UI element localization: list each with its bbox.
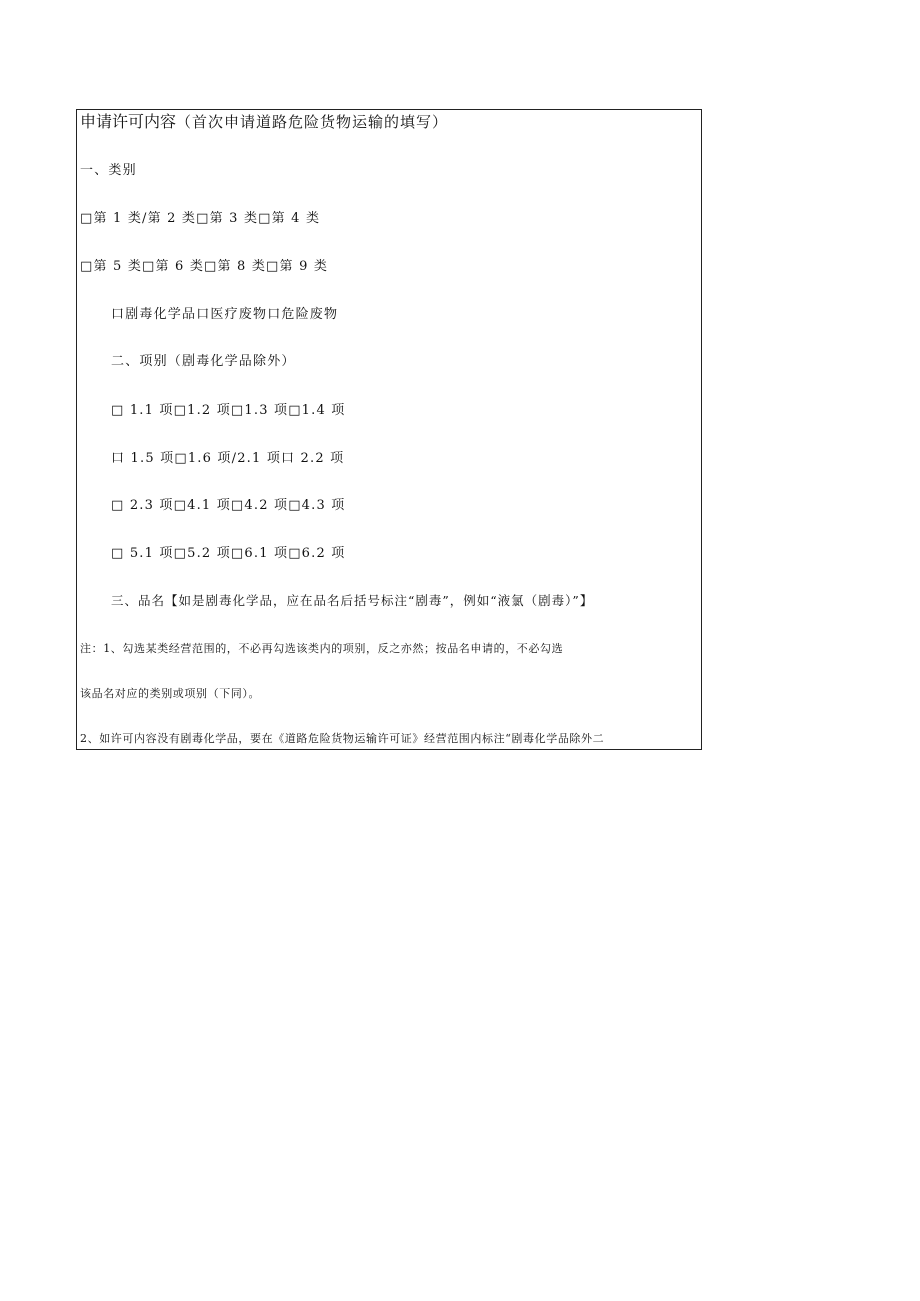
note-1-line-2: 该品名对应的类别或项别（下同）。 xyxy=(80,687,261,700)
note-2-line-1: 2、如许可内容没有剧毒化学品，要在《道路危险货物运输许可证》经营范围内标注“剧毒化学品除外二 xyxy=(80,732,605,745)
category-options-row-3: 口剧毒化学品口医疗废物口危险废物 xyxy=(111,307,339,322)
form-title-sub: （首次申请道路危险货物运输的填写） xyxy=(176,113,449,131)
division-options-row-2: 口 1.5 项□1.6 项/2.1 项口 2.2 项 xyxy=(111,451,345,466)
section-division-heading: 二、项别（剧毒化学品除外） xyxy=(111,354,296,369)
division-options-row-4: □ 5.1 项□5.2 项□6.1 项□6.2 项 xyxy=(111,546,346,561)
section-category-heading: 一、类别 xyxy=(80,163,137,178)
note-1-line-1: 注：1、勾选某类经营范围的，不必再勾选该类内的项别，反之亦然；按品名申请的，不必勾选 xyxy=(80,642,564,655)
form-title-main: 申请许可内容 xyxy=(80,112,177,131)
category-options-row-1: □第 1 类/第 2 类□第 3 类□第 4 类 xyxy=(80,211,321,226)
category-options-row-2: □第 5 类□第 6 类□第 8 类□第 9 类 xyxy=(80,259,329,274)
section-product-name-heading: 三、品名【如是剧毒化学品，应在品名后括号标注“剧毒”，例如“液氯（剧毒）”】 xyxy=(111,593,594,608)
form-title xyxy=(80,114,448,130)
division-options-row-1: □ 1.1 项□1.2 项□1.3 项□1.4 项 xyxy=(111,403,346,418)
division-options-row-3: □ 2.3 项□4.1 项□4.2 项□4.3 项 xyxy=(111,498,346,513)
